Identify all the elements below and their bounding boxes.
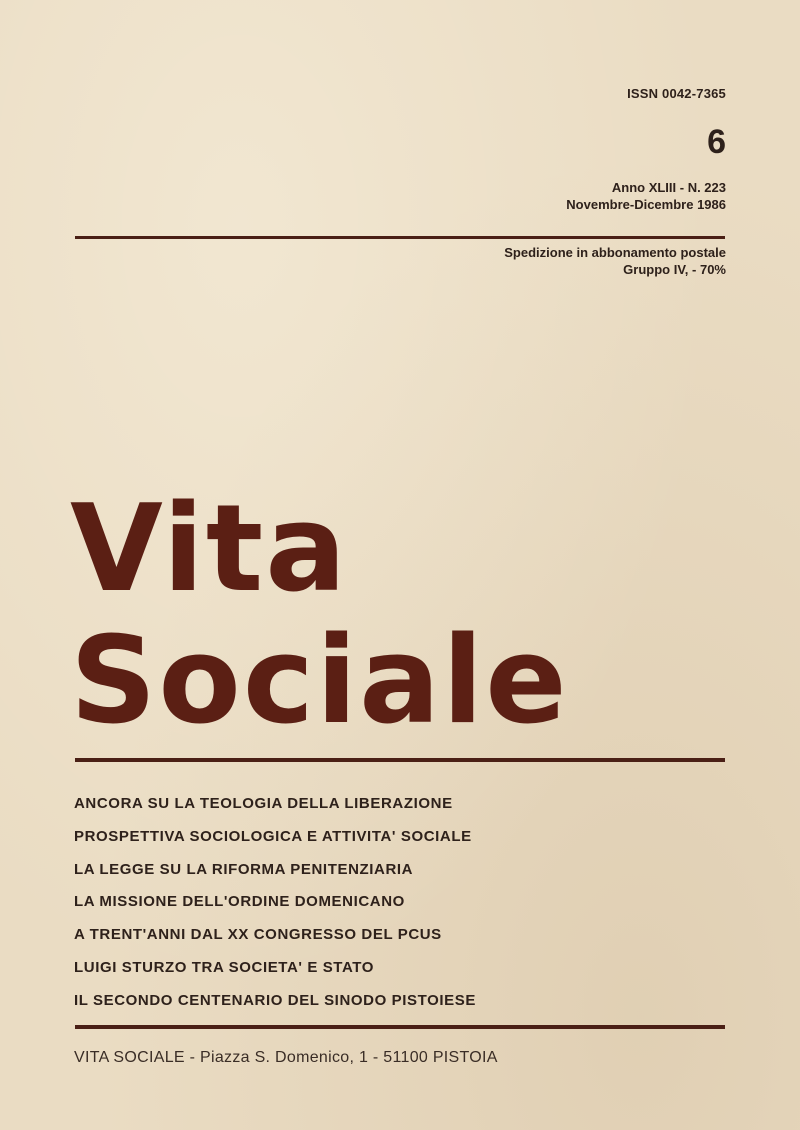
issue-number: 6: [707, 123, 726, 161]
bottom-divider: [75, 1025, 725, 1029]
issue-info: [566, 86, 726, 213]
contents-item: PROSPETTIVA SOCIOLOGICA E ATTIVITA' SOCIALE: [74, 827, 472, 845]
issn-number: ISSN 0042-7365: [627, 86, 726, 101]
middle-divider: [75, 758, 725, 762]
postage-line-2: Gruppo IV, - 70%: [623, 262, 726, 277]
postage-info: [504, 244, 726, 278]
top-divider: [75, 236, 725, 239]
publisher-address: VITA SOCIALE - Piazza S. Domenico, 1 - 51100 PISTOIA: [74, 1049, 498, 1066]
postage-line-1: Spedizione in abbonamento postale: [504, 245, 726, 260]
contents-item: LA LEGGE SU LA RIFORMA PENITENZIARIA: [74, 860, 414, 878]
contents-item: A TRENT'ANNI DAL XX CONGRESSO DEL PCUS: [74, 926, 442, 944]
magazine-title-line-1: Vita: [70, 480, 349, 619]
volume-number: Anno XLIII - N. 223: [611, 180, 726, 195]
issue-period: Novembre-Dicembre 1986: [566, 197, 726, 212]
contents-item: LA MISSIONE DELL'ORDINE DOMENICANO: [74, 893, 405, 911]
table-of-contents: [74, 794, 476, 1024]
magazine-title-line-2: Sociale: [70, 612, 569, 751]
contents-item: IL SECONDO CENTENARIO DEL SINODO PISTOIESE: [74, 991, 476, 1009]
contents-item: ANCORA SU LA TEOLOGIA DELLA LIBERAZIONE: [74, 795, 453, 812]
contents-item: LUIGI STURZO TRA SOCIETA' E STATO: [74, 958, 375, 976]
